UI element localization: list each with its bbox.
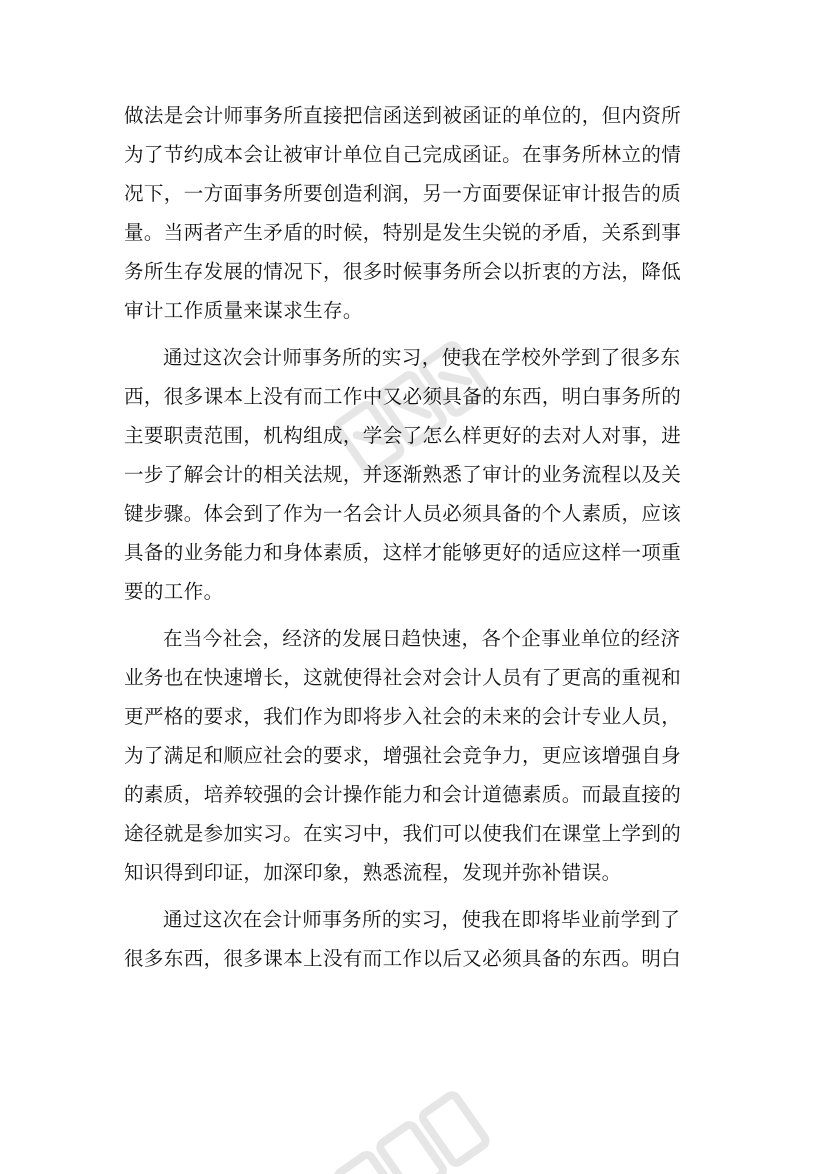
paragraph-gap <box>124 330 708 338</box>
text-line: 量。当两者产生矛盾的时候，特别是发生尖锐的矛盾，关系到事 <box>124 221 682 244</box>
text-line: 西，很多课本上没有而工作中又必须具备的东西，明白事务所的 <box>124 385 682 408</box>
text-line: 在当今社会，经济的发展日趋快速，各个企事业单位的经济 <box>163 627 681 650</box>
text-line: 做法是会计师事务所直接把信函送到被函证的单位的，但内资所 <box>124 104 682 127</box>
text-line: 主要职责范围，机构组成，学会了怎么样更好的去对人对事，进 <box>124 424 682 447</box>
paragraph-3 <box>124 619 708 892</box>
text-line: 的素质，培养较强的会计操作能力和会计道德素质。而最直接的 <box>124 783 682 806</box>
text-line: 很多东西，很多课本上没有而工作以后又必须具备的东西。明白 <box>124 947 682 970</box>
text-line: 务所生存发展的情况下，很多时候事务所会以折衷的方法，降低 <box>124 260 682 283</box>
text-line: 业务也在快速增长，这就使得社会对会计人员有了更高的重视和 <box>124 666 682 689</box>
text-line: 为了满足和顺应社会的要求，增强社会竞争力，更应该增强自身 <box>124 744 682 767</box>
text-line: 一步了解会计的相关法规，并逐渐熟悉了审计的业务流程以及关 <box>124 463 682 486</box>
paragraph-gap <box>124 892 708 900</box>
text-line: 况下，一方面事务所要创造利润，另一方面要保证审计报告的质 <box>124 182 682 205</box>
text-line: 要的工作。 <box>124 580 224 603</box>
paragraph-1 <box>124 96 708 330</box>
paragraph-4 <box>124 900 708 978</box>
text-line: 途径就是参加实习。在实习中，我们可以使我们在课堂上学到的 <box>124 822 682 845</box>
paragraph-2 <box>124 338 708 611</box>
text-line: 键步骤。体会到了作为一名会计人员必须具备的个人素质，应该 <box>124 502 682 525</box>
document-body <box>124 96 708 978</box>
paragraph-gap <box>124 611 708 619</box>
text-line: 通过这次会计师事务所的实习，使我在学校外学到了很多东 <box>163 346 681 369</box>
text-line: 通过这次在会计师事务所的实习，使我在即将毕业前学到了 <box>163 908 681 931</box>
text-line: 具备的业务能力和身体素质，这样才能够更好的适应这样一项重 <box>124 541 682 564</box>
text-line: 更严格的要求，我们作为即将步入社会的未来的会计专业人员， <box>124 705 682 728</box>
text-line: 审计工作质量来谋求生存。 <box>124 299 363 322</box>
watermark-stamp-lower <box>300 1050 520 1174</box>
text-line: 知识得到印证，加深印象，熟悉流程，发现并弥补错误。 <box>124 861 622 884</box>
text-line: 为了节约成本会让被审计单位自己完成函证。在事务所林立的情 <box>124 143 682 166</box>
